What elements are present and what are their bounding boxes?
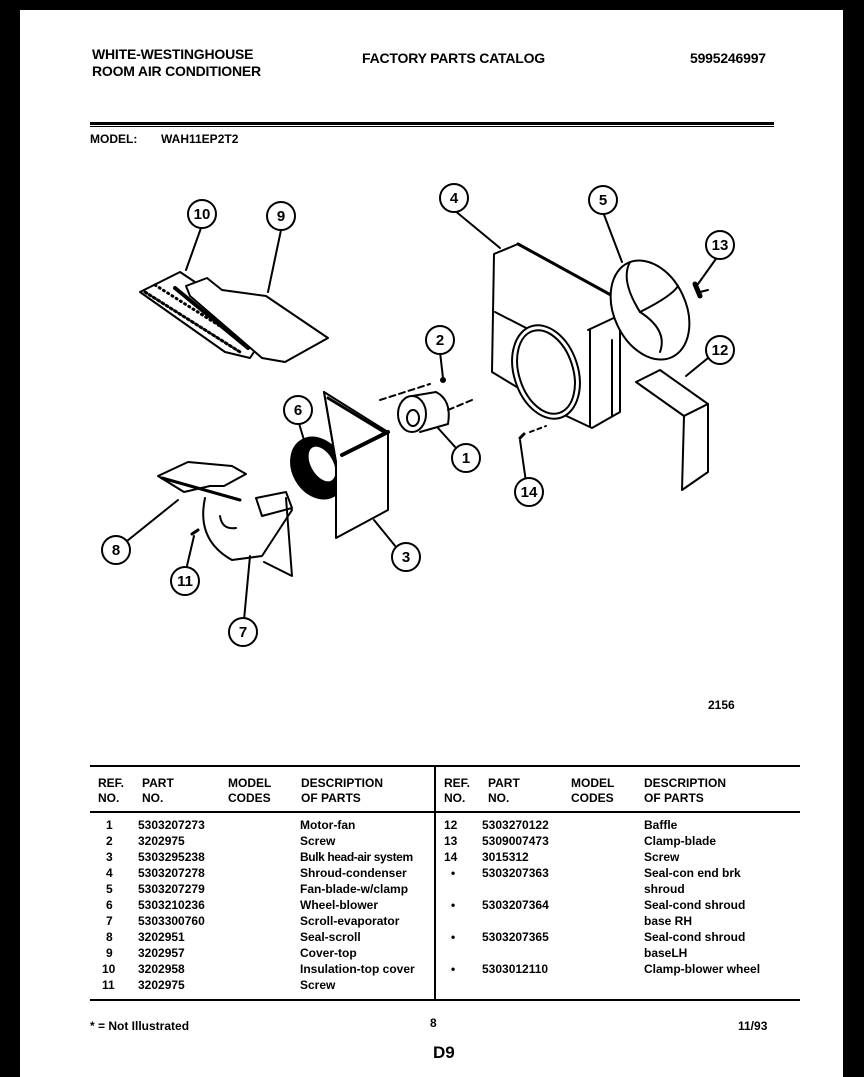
- exploded-parts-diagram: [20, 10, 843, 730]
- cover-top-illustration: [140, 272, 328, 362]
- svg-text:4: 4: [449, 190, 459, 207]
- header-model-codes: MODEL CODES: [228, 776, 272, 805]
- svg-text:14: 14: [520, 484, 538, 501]
- table-header-rule: [90, 811, 800, 813]
- svg-text:1: 1: [461, 450, 471, 467]
- header-part-right: PART NO.: [488, 776, 520, 805]
- header-model-codes-right: MODEL CODES: [571, 776, 615, 805]
- table-column-divider: [434, 765, 436, 1001]
- svg-text:3: 3: [401, 549, 411, 566]
- catalog-title: FACTORY PARTS CATALOG: [362, 50, 545, 66]
- svg-text:9: 9: [276, 208, 286, 225]
- not-illustrated-note: * = Not Illustrated: [90, 1019, 190, 1033]
- motor-illustration: [380, 384, 472, 432]
- brand-line-2: ROOM AIR CONDITIONER: [92, 63, 261, 79]
- catalog-number: 5995246997: [690, 50, 766, 66]
- header-ref: REF. NO.: [98, 776, 125, 805]
- svg-text:2: 2: [435, 332, 445, 349]
- svg-text:11: 11: [177, 573, 193, 590]
- svg-text:7: 7: [238, 624, 248, 641]
- brand-line-1: WHITE-WESTINGHOUSE: [92, 46, 254, 62]
- svg-text:5: 5: [598, 192, 608, 209]
- footer-date: 11/93: [738, 1019, 768, 1033]
- header-description: DESCRIPTION OF PARTS: [301, 776, 384, 805]
- figure-number: 2156: [708, 698, 735, 712]
- footer-center-number: 8: [430, 1016, 437, 1030]
- header-part: PART NO.: [142, 776, 174, 805]
- table-bottom-rule: [90, 999, 800, 1001]
- baffle-illustration: [636, 370, 708, 490]
- table-top-rule: [90, 765, 800, 767]
- svg-text:10: 10: [193, 206, 211, 223]
- svg-text:12: 12: [711, 342, 729, 359]
- header-ref-right: REF. NO.: [444, 776, 471, 805]
- svg-text:6: 6: [293, 402, 303, 419]
- svg-text:13: 13: [711, 237, 729, 254]
- model-value: WAH11EP2T2: [161, 132, 239, 146]
- catalog-page: WHITE-WESTINGHOUSE ROOM AIR CONDITIONER FACTORY PARTS CATALOG 5995246997 MODEL: WAH11EP2T2 10 9 4 5 13 12 2 1 6 3 8 11 7 14 2156 REF. NO. PART NO. MODEL CODES DESCRIPTION OF PARTS REF. NO. PART NO. MODEL CODES DESCRIPTION OF PARTS 1 5303207273 Motor-fan 2 3202975 Screw 3 5303295238 Bulk head-air system 4 5303207278 Shroud-condenser 5 5303207279 Fan-blade-w/clamp 6 5303210236 Wheel-blower 7 5303300760 Scroll-evaporator 8 3202951 Seal-scroll 9 3202957 Cover-top 10 3202958 Insulation-top cover 11 3202975 Screw 12 5303270122 Baffle 13 5309007473 Clamp-blade 14 3015312 Screw • 5303207363 Seal-con end brk shroud • 5303207364 Seal-cond shroud base RH • 5303207365 Seal-cond shroud baseLH • 5303012110 Clamp-blower wheel * = Not Illustrated 8 11/93 D9: [20, 10, 843, 1077]
- svg-text:8: 8: [111, 542, 121, 559]
- scroll-illustration: [158, 462, 292, 576]
- model-label: MODEL:: [90, 132, 138, 146]
- page-code: D9: [433, 1043, 455, 1062]
- header-description-right: DESCRIPTION OF PARTS: [644, 776, 727, 805]
- condenser-shroud-illustration: [492, 244, 620, 428]
